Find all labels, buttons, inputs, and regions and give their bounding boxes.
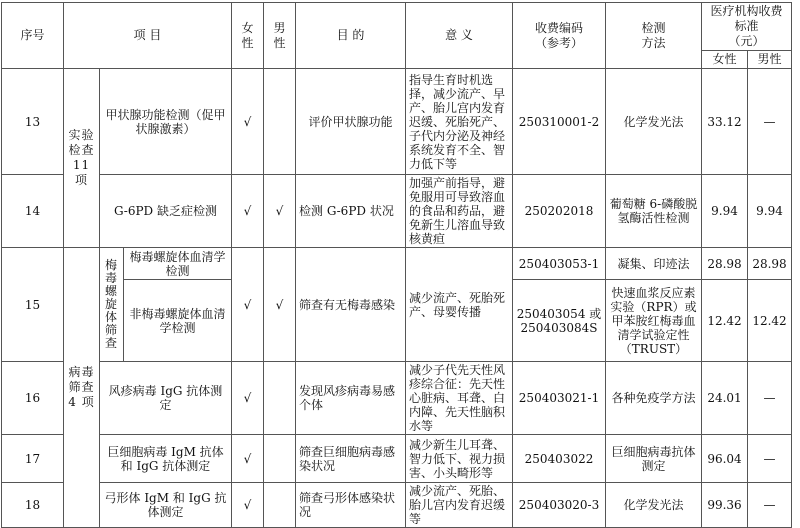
fee-female-cell: 12.42	[702, 280, 748, 362]
female-check: √	[232, 248, 264, 362]
fee-male-cell: —	[748, 435, 792, 483]
male-check	[264, 69, 296, 175]
item-cell: 弓形体 IgM 和 IgG 抗体测定	[100, 483, 232, 528]
meaning-cell: 减少新生儿耳聋、智力低下、视力损害、小头畸形等	[406, 435, 513, 483]
item-cell: 巨细胞病毒 IgM 抗体和 IgG 抗体测定	[100, 435, 232, 483]
purpose-cell: 检测 G-6PD 状况	[296, 175, 406, 248]
meaning-cell: 减少子代先天性风疹综合征：先天性心脏病、耳聋、白内障、先天性脑积水等	[406, 362, 513, 435]
item-cell: 甲状腺功能检测（促甲状腺激素）	[100, 69, 232, 175]
header-seq: 序号	[2, 3, 64, 69]
header-method: 检测 方法	[606, 3, 702, 69]
item-cell: G-6PD 缺乏症检测	[100, 175, 232, 248]
header-item: 项 目	[64, 3, 232, 69]
purpose-cell: 发现风疹病毒易感个体	[296, 362, 406, 435]
code-cell: 250202018	[513, 175, 606, 248]
code-cell: 250403053-1	[513, 248, 606, 280]
header-meaning: 意 义	[406, 3, 513, 69]
seq-cell: 14	[2, 175, 64, 248]
code-cell: 250310001-2	[513, 69, 606, 175]
fee-female-cell: 24.01	[702, 362, 748, 435]
purpose-cell: 评价甲状腺功能	[296, 69, 406, 175]
header-purpose: 目 的	[296, 3, 406, 69]
header-female: 女 性	[232, 3, 264, 69]
method-cell: 化学发光法	[606, 483, 702, 528]
fee-male-cell: 28.98	[748, 248, 792, 280]
method-cell: 各种免疫学方法	[606, 362, 702, 435]
method-cell: 葡萄糖 6-磷酸脱氢酶活性检测	[606, 175, 702, 248]
item-cell: 风疹病毒 IgG 抗体测定	[100, 362, 232, 435]
fee-male-cell: 12.42	[748, 280, 792, 362]
fee-male-cell: 9.94	[748, 175, 792, 248]
seq-cell: 15	[2, 248, 64, 362]
group-virus: 病毒 筛查 4 项	[64, 248, 100, 528]
male-check: √	[264, 175, 296, 248]
fee-table	[1, 2, 792, 528]
meaning-cell: 加强产前指导，避免服用可导致溶血的食品和药品，避免新生儿溶血导致核黄疸	[406, 175, 513, 248]
female-check: √	[232, 483, 264, 528]
table-row	[2, 435, 792, 483]
method-cell: 快速血浆反应素实验（RPR）或甲苯胺红梅毒血清学试验定性（TRUST）	[606, 280, 702, 362]
code-cell: 250403054 或 250403084S	[513, 280, 606, 362]
purpose-cell: 筛查弓形体感染状况	[296, 483, 406, 528]
method-cell: 巨细胞病毒抗体测定	[606, 435, 702, 483]
group-lab: 实验 检查 11 项	[64, 69, 100, 248]
male-check	[264, 435, 296, 483]
purpose-cell: 筛查巨细胞病毒感染状况	[296, 435, 406, 483]
female-check: √	[232, 69, 264, 175]
seq-cell: 17	[2, 435, 64, 483]
purpose-cell: 筛查有无梅毒感染	[296, 248, 406, 362]
fee-female-cell: 33.12	[702, 69, 748, 175]
female-check: √	[232, 175, 264, 248]
code-cell: 250403020-3	[513, 483, 606, 528]
table-row	[2, 69, 792, 175]
group-syphilis: 梅 毒 螺 旋 体 筛 查	[100, 248, 124, 362]
header-fee-female: 女性	[702, 51, 748, 69]
header-male: 男 性	[264, 3, 296, 69]
code-cell: 250403022	[513, 435, 606, 483]
seq-cell: 13	[2, 69, 64, 175]
meaning-cell: 指导生育时机选择，减少流产、早产、胎儿宫内发育迟缓、死胎死产、子代内分泌及神经系统发育不全、智力低下等	[406, 69, 513, 175]
fee-female-cell: 9.94	[702, 175, 748, 248]
fee-female-cell: 96.04	[702, 435, 748, 483]
header-code: 收费编码 （参考）	[513, 3, 606, 69]
male-check: √	[264, 248, 296, 362]
meaning-cell: 减少流产、死胎、胎儿宫内发育迟缓等	[406, 483, 513, 528]
item-cell: 梅毒螺旋体血清学检测	[124, 248, 232, 280]
fee-female-cell: 99.36	[702, 483, 748, 528]
method-cell: 化学发光法	[606, 69, 702, 175]
seq-cell: 18	[2, 483, 64, 528]
method-cell: 凝集、印迹法	[606, 248, 702, 280]
fee-female-cell: 28.98	[702, 248, 748, 280]
table-row	[2, 248, 792, 280]
fee-male-cell: —	[748, 483, 792, 528]
male-check	[264, 362, 296, 435]
seq-cell: 16	[2, 362, 64, 435]
fee-male-cell: —	[748, 69, 792, 175]
code-cell: 250403021-1	[513, 362, 606, 435]
male-check	[264, 483, 296, 528]
table-row	[2, 483, 792, 528]
fee-male-cell: —	[748, 362, 792, 435]
female-check: √	[232, 435, 264, 483]
female-check: √	[232, 362, 264, 435]
table-row	[2, 362, 792, 435]
item-cell: 非梅毒螺旋体血清学检测	[124, 280, 232, 362]
header-fee-male: 男性	[748, 51, 792, 69]
table-row	[2, 175, 792, 248]
meaning-cell: 减少流产、死胎死产、母婴传播	[406, 248, 513, 362]
header-fee-standard: 医疗机构收费标准 （元）	[702, 3, 792, 51]
